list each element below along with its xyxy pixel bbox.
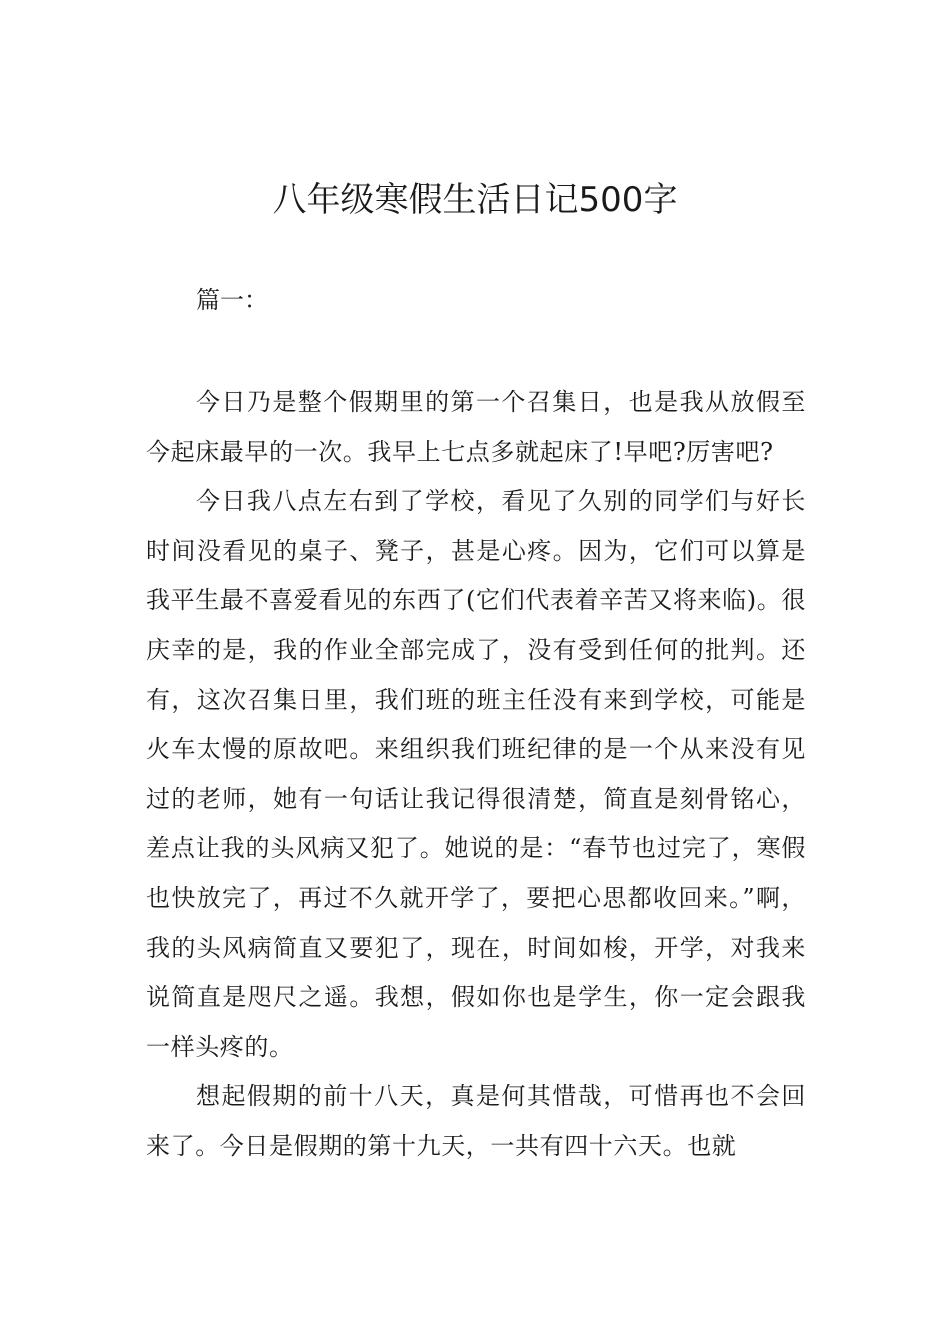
section-label: 篇一： <box>196 286 268 314</box>
paragraph: 今日我八点左右到了学校，看见了久别的同学们与好长时间没看见的桌子、凳子，甚是心疼。因为，它们可以算是我平生最不喜爱看见的东西了(它们代表着辛苦又将来临)。很庆幸的是，我的作业全部完成了，没有受到任何的批判。还有，这次召集日里，我们班的班主任没有来到学校，可能是火车太慢的原故吧。来组织我们班纪律的是一个从来没有见过的老师，她有一句话让我记得很清楚，简直是刻骨铭心，差点让我的头风病又犯了。她说的是：“春节也过完了，寒假也快放完了，再过不久就开学了，要把心思都收回来。”啊，我的头风病简直又要犯了，现在，时间如梭，开学，对我来说简直是咫尺之遥。我想，假如你也是学生，你一定会跟我一样头疼的。 <box>146 487 806 1061</box>
paragraph: 想起假期的前十八天，真是何其惜哉，可惜再也不会回来了。今日是假期的第十九天，一共有四十六天。也就 <box>146 1082 806 1160</box>
document-body <box>146 378 806 1172</box>
paragraph: 今日乃是整个假期里的第一个召集日，也是我从放假至今起床最早的一次。我早上七点多就起床了!早吧?厉害吧? <box>146 388 806 466</box>
document-title: 八年级寒假生活日记500字 <box>272 180 678 220</box>
